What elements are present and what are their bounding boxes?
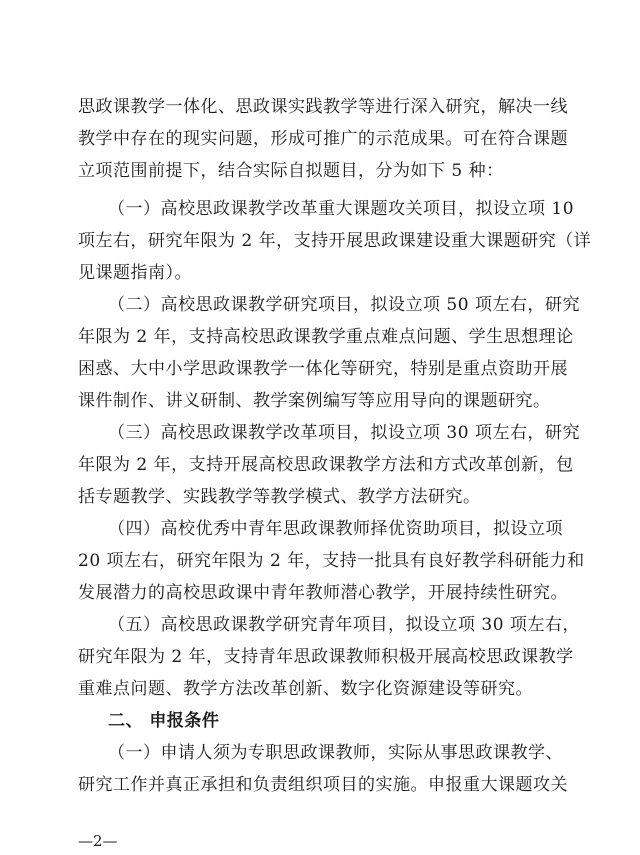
paragraph-line: 思政课教学一体化、思政课实践教学等进行深入研究，解决一线 bbox=[78, 97, 568, 117]
item-2-line: 困惑、大中小学思政课教学一体化等研究，特别是重点资助开展 bbox=[78, 359, 568, 379]
item-3-line: 年限为 2 年，支持开展高校思政课教学方法和方式改革创新，包 bbox=[78, 455, 574, 475]
condition-1-line: 研究工作并真正承担和负责组织项目的实施。申报重大课题攻关 bbox=[78, 775, 568, 795]
item-1-line: 项左右，研究年限为 2 年，支持开展思政课建设重大课题研究（详 bbox=[78, 231, 592, 251]
item-4-line: （四）高校优秀中青年思政课教师择优资助项目，拟设立项 bbox=[108, 519, 563, 539]
item-2-line: 年限为 2 年，支持高校思政课教学重点难点问题、学生思想理论 bbox=[78, 327, 574, 347]
page-number: —2— bbox=[78, 832, 118, 850]
item-2-line: （二）高校思政课教学研究项目，拟设立项 50 项左右，研究 bbox=[108, 295, 580, 315]
item-5-line: （五）高校思政课教学研究青年项目，拟设立项 30 项左右， bbox=[108, 615, 580, 635]
item-2-line: 课件制作、讲义研制、教学案例编写等应用导向的课题研究。 bbox=[78, 391, 551, 411]
item-3-line: 括专题教学、实践教学等教学模式、教学方法研究。 bbox=[78, 487, 481, 507]
item-5-line: 研究年限为 2 年，支持青年思政课教师积极开展高校思政课教学 bbox=[78, 647, 574, 667]
item-1-line: （一）高校思政课教学改革重大课题攻关项目，拟设立项 10 bbox=[108, 199, 575, 219]
paragraph-line: 立项范围前提下，结合实际自拟题目，分为如下 5 种： bbox=[78, 161, 504, 181]
item-3-line: （三）高校思政课教学改革项目，拟设立项 30 项左右，研究 bbox=[108, 423, 580, 443]
section-heading: 二、 申报条件 bbox=[108, 711, 220, 731]
paragraph-line: 教学中存在的现实问题，形成可推广的示范成果。可在符合课题 bbox=[78, 129, 568, 149]
item-5-line: 重难点问题、教学方法改革创新、数字化资源建设等研究。 bbox=[78, 679, 533, 699]
item-4-line: 20 项左右，研究年限为 2 年，支持一批具有良好教学科研能力和 bbox=[78, 551, 585, 571]
item-1-line: 见课题指南）。 bbox=[78, 263, 192, 283]
condition-1-line: （一）申请人须为专职思政课教师，实际从事思政课教学、 bbox=[108, 743, 563, 763]
item-4-line: 发展潜力的高校思政课中青年教师潜心教学，开展持续性研究。 bbox=[78, 583, 568, 603]
